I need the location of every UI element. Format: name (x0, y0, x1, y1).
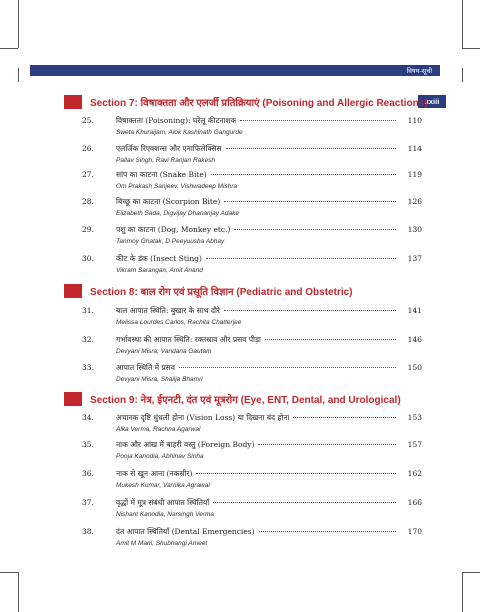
section-marker (64, 284, 82, 298)
crop-mark (462, 48, 480, 49)
toc-entry[interactable] (82, 225, 422, 245)
section-title: Section 8: बाल रोग एवं प्रसूति विज्ञान (Pediatric and Obstetric) (90, 287, 353, 298)
section-marker (64, 95, 82, 109)
crop-mark (0, 48, 18, 49)
crop-mark (462, 0, 463, 48)
crop-mark (462, 572, 480, 573)
entry-authors: Mukesh Kumar, Varnika Agrawal (116, 482, 210, 489)
section-title: Section 7: विषाक्तता और एलर्जी प्रतिक्रियाएं (Poisoning and Allergic Reactions) (90, 98, 428, 109)
entry-authors: Elizabeth Sada, Digvijay Dhananjay Adake (116, 210, 239, 217)
entry-authors: Tanmoy Ghatak, D Peeyuusha Abhay (116, 238, 225, 245)
toc-entry[interactable] (82, 413, 422, 433)
entry-authors: Amit M Mani, Shubhangi Ameet (116, 540, 208, 547)
toc-entry[interactable] (82, 363, 422, 383)
toc-entry[interactable] (82, 144, 422, 164)
entry-page: 119 (407, 170, 422, 179)
entry-authors: Pooja Kanodia, Abhinav Sinha (116, 453, 204, 460)
dot-leader (240, 120, 396, 121)
entry-authors: Pallav Singh, Ravi Ranjan Rakesh (116, 157, 215, 164)
page-number-tab: xxiii (418, 95, 446, 108)
entry-authors: Om Prakash Sanjeev, Vishwadeep Mishra (116, 183, 238, 190)
entry-number: 37. (82, 498, 94, 507)
dot-leader (293, 417, 396, 418)
entry-number: 38. (82, 527, 94, 536)
section-heading (64, 392, 401, 406)
dot-leader (258, 444, 396, 445)
entry-title: दंत आपात स्थितियाँ (Dental Emergencies) (116, 527, 255, 536)
toc-entry[interactable] (82, 116, 422, 136)
entry-authors: Vikram Sarangan, Amit Anand (116, 267, 203, 274)
crop-mark (18, 572, 19, 612)
entry-page: 141 (407, 306, 422, 315)
entry-page: 157 (407, 440, 422, 449)
entry-title: आपात स्थिति में प्रसव (116, 363, 176, 372)
entry-number: 27. (82, 170, 94, 179)
entry-authors: Sweta Khuraijam, Alok Kashinath Gangurde (116, 129, 243, 136)
entry-page: 162 (407, 469, 422, 478)
entry-title: सांप का काटना (Snake Bite) (116, 170, 207, 179)
toc-entry[interactable] (82, 469, 422, 489)
entry-title: बिच्छू का काटना (Scorpion Bite) (116, 197, 221, 206)
dot-leader (224, 201, 396, 202)
entry-page: 130 (407, 225, 422, 234)
section-heading (64, 95, 428, 109)
entry-title: एलर्जिक रिएक्शन्स और एनाफिलेक्सिस (116, 144, 222, 153)
entry-title: विषाक्तता (Poisoning): घरेलू कीटनाशक (116, 116, 237, 125)
toc-entry[interactable] (82, 498, 422, 518)
entry-number: 28. (82, 197, 94, 206)
crop-mark (0, 572, 18, 573)
entry-page: 153 (407, 413, 422, 422)
entry-page: 150 (407, 363, 422, 372)
entry-number: 26. (82, 144, 94, 153)
section-title: Section 9: नेत्र, ईएनटी, दंत एवं मूत्ररोग (Eye, ENT, Dental, and Urological) (90, 395, 401, 406)
dot-leader (179, 367, 396, 368)
entry-title: नाक और आंख में बाहरी वस्तु (Foreign Body) (116, 440, 255, 449)
entry-title: बाल आपात स्थिति: बुखार के साथ दौरे (116, 306, 220, 315)
entry-title: नाक से खून आना (नकसीर) (116, 469, 193, 478)
toc-entry[interactable] (82, 440, 422, 460)
section-marker (64, 392, 82, 406)
entry-title: गर्भावस्था की आपात स्थिति: रक्तस्राव और प्रसव पीड़ा (116, 335, 261, 344)
dot-leader (206, 258, 396, 259)
entry-number: 34. (82, 413, 94, 422)
dot-leader (226, 148, 396, 149)
crop-mark (462, 572, 463, 612)
toc-entry[interactable] (82, 306, 422, 326)
entry-authors: Alka Verma, Rachna Agarwal (116, 426, 201, 433)
toc-entry[interactable] (82, 197, 422, 217)
dot-leader (234, 229, 396, 230)
dot-leader (224, 310, 396, 311)
running-header (30, 65, 440, 76)
entry-authors: Devyani Misra, Shailja Bhamri (116, 376, 203, 383)
toc-entry[interactable] (82, 527, 422, 547)
entry-number: 25. (82, 116, 94, 125)
entry-page: 110 (407, 116, 422, 125)
dot-leader (265, 339, 396, 340)
entry-page: 166 (407, 498, 422, 507)
dot-leader (259, 531, 396, 532)
entry-title: कीट के डंक (Insect Sting) (116, 254, 202, 263)
entry-page: 146 (407, 335, 422, 344)
entry-page: 114 (407, 144, 422, 153)
entry-number: 30. (82, 254, 94, 263)
entry-number: 33. (82, 363, 94, 372)
running-header-title: विषय-सूची (406, 67, 432, 75)
entry-title: वृद्धों में मूत्र संबंधी आपात स्थितियाँ (116, 498, 210, 507)
dot-leader (211, 174, 396, 175)
entry-number: 29. (82, 225, 94, 234)
entry-page: 170 (407, 527, 422, 536)
crop-mark (462, 68, 463, 82)
toc-entry[interactable] (82, 335, 422, 355)
dot-leader (213, 502, 396, 503)
entry-page: 137 (407, 254, 422, 263)
entry-authors: Melissa Lourdes Carlos, Rachita Chatterjee (116, 319, 242, 326)
entry-title: अचानक दृष्टि धुंधली होना (Vision Loss) या दिखना बंद होना (116, 413, 290, 422)
toc-entry[interactable] (82, 254, 422, 274)
crop-mark (18, 0, 19, 48)
section-heading (64, 284, 353, 298)
dot-leader (196, 473, 396, 474)
entry-number: 31. (82, 306, 94, 315)
entry-authors: Nishant Kanodia, Narsingh Verma (116, 511, 215, 518)
crop-mark (18, 68, 19, 82)
toc-entry[interactable] (82, 170, 422, 190)
entry-authors: Devyani Misra, Vandana Gautam (116, 348, 212, 355)
entry-number: 35. (82, 440, 94, 449)
entry-number: 36. (82, 469, 94, 478)
entry-page: 126 (407, 197, 422, 206)
entry-title: पशु का काटना (Dog, Monkey etc.) (116, 225, 231, 234)
entry-number: 32. (82, 335, 94, 344)
